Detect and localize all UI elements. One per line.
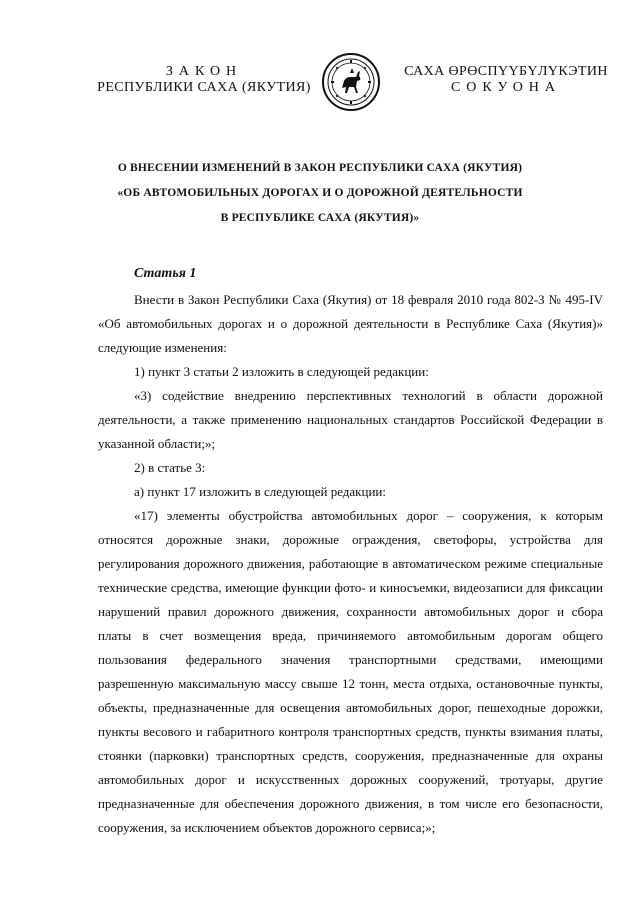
paragraph-item-1: 1) пункт 3 статьи 2 изложить в следующей редакции: [134, 364, 429, 379]
law-title-line3: В РЕСПУБЛИКЕ САХА (ЯКУТИЯ)» [220, 212, 420, 224]
header-right [388, 64, 624, 96]
article-heading: Статья 1 [134, 266, 197, 281]
header-left [86, 64, 322, 96]
paragraph-intro: Внести в Закон Республики Саха (Якутия) от 18 февраля 2010 года 802-З № 495-IV «Об автомобильных дорогах и о дорожной деятельности в Республике Саха (Якутия)» следующие изменения: [98, 292, 603, 355]
paragraph-item-2a-text: «17) элементы обустройства автомобильных дорог – сооружения, к которым относятся дорожные знаки, дорожные ограждения, светофоры, устройства для регулирования дорожного движения, работающие в автоматическом режиме специальные технические средства, имеющие функции фото- и киносъемки, видеозаписи для фиксации нарушений правил дорожного движения, сохранности автомобильных дорог и сбора платы в счет возмещения вреда, причиняемого автомобильным дорогам общего пользования федерального значения транспортными средствами, имеющими разрешенную максимальную массу свыше 12 тонн, места отдыха, остановочные пункты, объекты, предназначенные для освещения автомобильных дорог, пешеходные дорожки, пункты весового и габаритного контроля транспортных средств, пункты взимания платы, стоянки (парковки) транспортных средств, сооружения, предназначенные для охраны автомобильных дорог и искусственных дорожных сооружений, тротуары, другие предназначенные для обеспечения дорожного движения, в том числе его безопасности, сооружения, за исключением объектов дорожного сервиса;»; [98, 508, 603, 835]
header-right-line2: СОКУОНА [450, 80, 562, 95]
header-right-line1: САХА ӨРӨСПҮҮБҮЛҮКЭТИН [404, 64, 608, 79]
paragraph-item-1-text: «3) содействие внедрению перспективных технологий в области дорожной деятельности, а также применению национальных стандартов Российской Федерации в указанной области;»; [98, 388, 603, 451]
law-title-line1: О ВНЕСЕНИИ ИЗМЕНЕНИЙ В ЗАКОН РЕСПУБЛИКИ САХА (ЯКУТИЯ) [117, 162, 523, 174]
header-left-line1: ЗАКОН [165, 64, 243, 79]
law-title [60, 156, 580, 231]
paragraph-item-2: 2) в статье 3: [134, 460, 206, 475]
yakutia-coat-of-arms-icon [321, 52, 381, 112]
header-left-line2: РЕСПУБЛИКИ САХА (ЯКУТИЯ) [97, 80, 311, 95]
article-body [98, 288, 603, 840]
paragraph-item-2a: а) пункт 17 изложить в следующей редакции: [134, 484, 386, 499]
law-title-line2: «ОБ АВТОМОБИЛЬНЫХ ДОРОГАХ И О ДОРОЖНОЙ ДЕЯТЕЛЬНОСТИ [117, 187, 523, 199]
